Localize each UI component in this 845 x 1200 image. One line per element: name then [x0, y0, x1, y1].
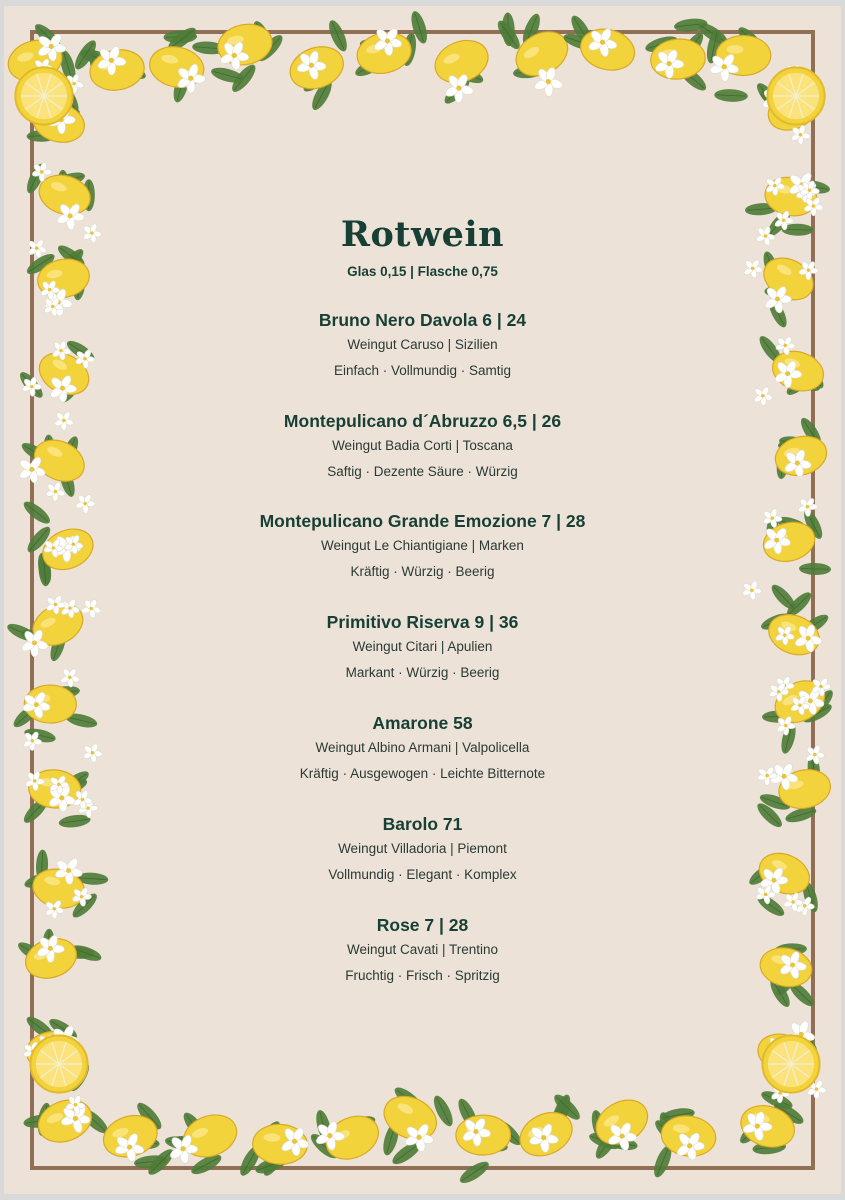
wine-item-montepulicano-grande-emozione [4, 509, 841, 585]
wine-name: Primitivo Riserva 9 | 36 [326, 612, 519, 632]
menu-title: Rotwein [340, 214, 505, 255]
wine-name: Barolo 71 [382, 814, 463, 834]
wine-item-barolo [4, 812, 841, 888]
wine-winery: Weingut Le Chiantigiane | Marken [321, 538, 524, 553]
menu-page [4, 6, 841, 1194]
wine-winery: Weingut Albino Armani | Valpolicella [315, 740, 530, 755]
wine-name: Montepulicano Grande Emozione 7 | 28 [259, 511, 586, 531]
wine-notes: Fruchtig · Frisch · Spritzig [345, 968, 500, 983]
wine-item-bruno-nero-davola [4, 308, 841, 384]
wine-item-montepulicano-dabruzzo [4, 409, 841, 485]
wine-item-amarone [4, 711, 841, 787]
wine-notes: Markant · Würzig · Beerig [345, 665, 500, 680]
wine-notes: Einfach · Vollmundig · Samtig [333, 363, 512, 378]
wine-notes: Saftig · Dezente Säure · Würzig [327, 464, 518, 479]
wine-item-primitivo-riserva [4, 610, 841, 686]
wine-winery: Weingut Cavati | Trentino [346, 942, 499, 957]
wine-name: Bruno Nero Davola 6 | 24 [318, 310, 527, 330]
wine-item-rose [4, 913, 841, 989]
wine-winery: Weingut Badia Corti | Toscana [332, 438, 513, 453]
wine-winery: Weingut Caruso | Sizilien [347, 337, 498, 352]
wine-notes: Kräftig · Würzig · Beerig [350, 564, 495, 579]
wine-name: Montepulicano d´Abruzzo 6,5 | 26 [283, 411, 562, 431]
wine-notes: Vollmundig · Elegant · Komplex [328, 867, 517, 882]
wine-winery: Weingut Citari | Apulien [352, 639, 493, 654]
wine-winery: Weingut Villadoria | Piemont [338, 841, 507, 856]
wine-notes: Kräftig · Ausgewogen · Leichte Bitternote [299, 766, 546, 781]
lemon-blossom-frame-illustration [4, 6, 841, 1194]
menu-subtitle: Glas 0,15 | Flasche 0,75 [347, 264, 498, 279]
wine-name: Amarone 58 [372, 713, 473, 733]
wine-name: Rose 7 | 28 [376, 915, 469, 935]
